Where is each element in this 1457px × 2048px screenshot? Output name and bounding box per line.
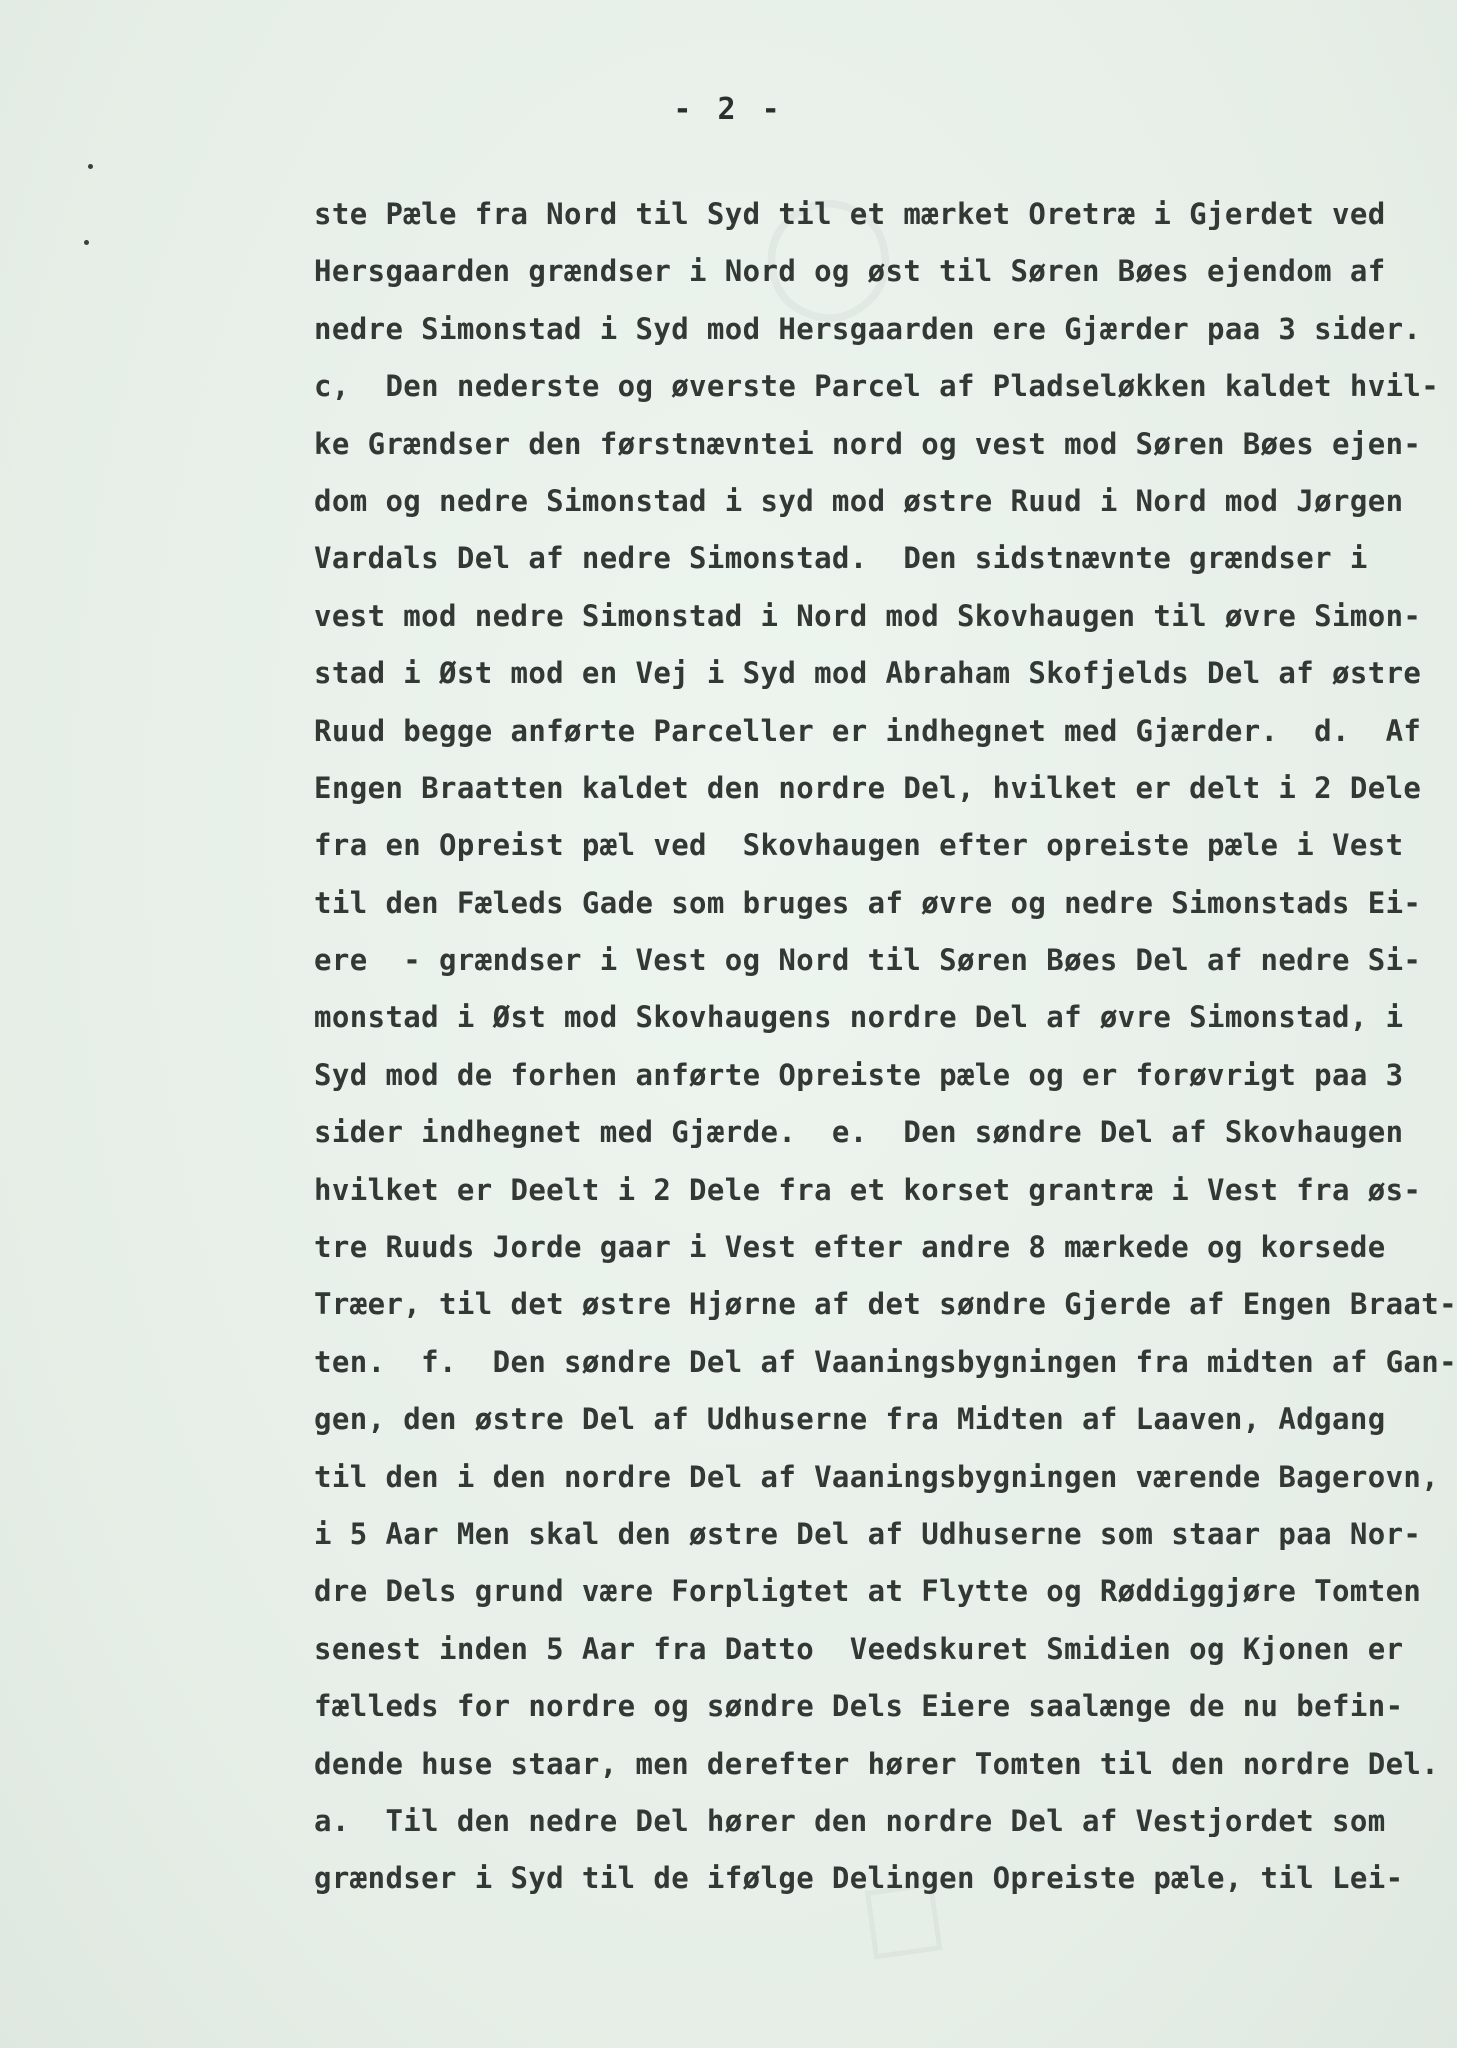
text-line: Ruud begge anførte Parceller er indhegnet med Gjærder. d. Af	[314, 713, 1422, 748]
text-line: dre Dels grund være Forpligtet at Flytte og Røddiggjøre Tomten	[314, 1574, 1422, 1609]
text-line: tre Ruuds Jorde gaar i Vest efter andre 8 mærkede og korsede	[314, 1230, 1386, 1265]
text-line: ere - grændser i Vest og Nord til Søren Bøes Del af nedre Si-	[314, 943, 1422, 978]
page-number: - 2 -	[673, 92, 784, 127]
text-line: ten. f. Den søndre Del af Vaaningsbygningen fra midten af Gan-	[314, 1344, 1457, 1379]
text-line: sider indhegnet med Gjærde. e. Den søndre Del af Skovhaugen	[314, 1115, 1404, 1150]
text-line: Træer, til det østre Hjørne af det søndre Gjerde af Engen Braat-	[314, 1287, 1457, 1322]
text-line: Hersgaarden grændser i Nord og øst til Søren Bøes ejendom af	[314, 254, 1386, 289]
text-line: fælleds for nordre og søndre Dels Eiere saalænge de nu befin-	[314, 1689, 1404, 1724]
text-line: i 5 Aar Men skal den østre Del af Udhuserne som staar paa Nor-	[314, 1516, 1422, 1551]
text-line: gen, den østre Del af Udhuserne fra Midten af Laaven, Adgang	[314, 1402, 1386, 1437]
text-line: hvilket er Deelt i 2 Dele fra et korset grantræ i Vest fra øs-	[314, 1172, 1422, 1207]
text-line: Vardals Del af nedre Simonstad. Den sidstnævnte grændser i	[314, 541, 1368, 576]
text-line: a. Til den nedre Del hører den nordre Del af Vestjordet som	[314, 1803, 1386, 1838]
typed-text-body	[314, 186, 1457, 1908]
text-line: dende huse staar, men derefter hører Tomten til den nordre Del.	[314, 1746, 1440, 1781]
text-line: Engen Braatten kaldet den nordre Del, hvilket er delt i 2 Dele	[314, 770, 1422, 805]
text-line: til den Fæleds Gade som bruges af øvre og nedre Simonstads Ei-	[314, 885, 1422, 920]
text-line: nedre Simonstad i Syd mod Hersgaarden ere Gjærder paa 3 sider.	[314, 311, 1422, 346]
faded-stamp-mark: ◯	[750, 171, 904, 330]
faded-stamp-mark: □	[853, 1854, 953, 1972]
text-line: Syd mod de forhen anførte Opreiste pæle og er forøvrigt paa 3	[314, 1057, 1404, 1092]
text-line: vest mod nedre Simonstad i Nord mod Skovhaugen til øvre Simon-	[314, 598, 1422, 633]
text-line: ke Grændser den førstnævntei nord og vest mod Søren Bøes ejen-	[314, 426, 1422, 461]
margin-dot	[84, 240, 89, 245]
text-line: grændser i Syd til de ifølge Delingen Opreiste pæle, til Lei-	[314, 1861, 1404, 1896]
text-line: ste Pæle fra Nord til Syd til et mærket Oretræ i Gjerdet ved	[314, 197, 1386, 231]
text-line: senest inden 5 Aar fra Datto Veedskuret Smidien og Kjonen er	[314, 1631, 1404, 1666]
text-line: til den i den nordre Del af Vaaningsbygningen værende Bagerovn,	[314, 1459, 1440, 1494]
text-line: fra en Opreist pæl ved Skovhaugen efter opreiste pæle i Vest	[314, 828, 1404, 863]
text-line: stad i Øst mod en Vej i Syd mod Abraham Skofjelds Del af østre	[314, 656, 1422, 691]
text-line: monstad i Øst mod Skovhaugens nordre Del af øvre Simonstad, i	[314, 1000, 1404, 1035]
text-line: dom og nedre Simonstad i syd mod østre Ruud i Nord mod Jørgen	[314, 483, 1404, 518]
margin-dot	[88, 164, 93, 169]
text-line: c, Den nederste og øverste Parcel af Pladseløkken kaldet hvil-	[314, 369, 1440, 404]
